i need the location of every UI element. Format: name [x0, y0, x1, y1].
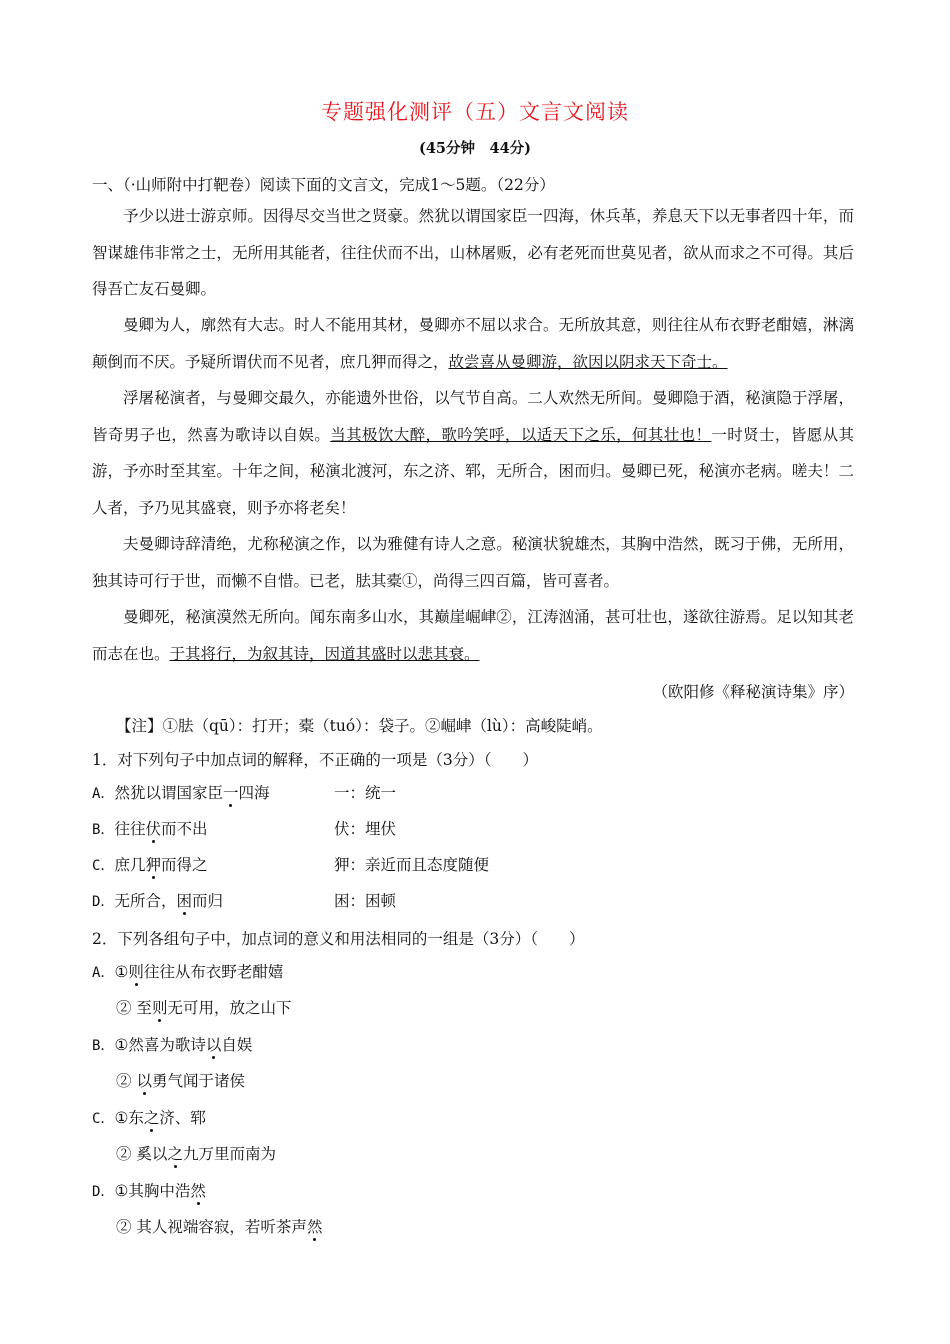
emphasis-dot-word: 则	[151, 999, 168, 1017]
emphasis-dot-word: 然	[306, 1218, 323, 1236]
emphasis-dot-word: 以	[136, 1072, 152, 1090]
q2-option-b-line-1[interactable]: B．①然喜为歌诗以自娱	[92, 1036, 253, 1054]
underlined-sentence-1: 故尝喜从曼卿游，欲因以阴求天下奇士。	[448, 352, 728, 371]
q2-option-d-line-2: ② 其人视端容寂，若听茶声然	[116, 1218, 323, 1236]
q1-option-d-gloss: 困：困顿	[334, 892, 397, 910]
question-2-stem: 2．下列各组句子中，加点词的意义和用法相同的一组是（3分）（ ）	[92, 930, 585, 948]
question-1-stem: 1．对下列句子中加点词的解释，不正确的一项是（3分）（ ）	[92, 751, 538, 769]
emphasis-dot-word: 以	[205, 1036, 222, 1054]
emphasis-dot-word: 伏	[145, 820, 161, 838]
q1-option-c[interactable]: C．庶几狎而得之	[92, 856, 208, 874]
underlined-sentence-2: 当其极饮大醉，歌吟笑呼，以适天下之乐，何其壮也！	[330, 425, 712, 444]
passage-paragraph-4: 夫曼卿诗辞清绝，尤称秘演之作，以为雅健有诗人之意。秘演状貌雄杰，其胸中浩然，既习于佛，无所用，独其诗可行于世，而懒不自惜。已老，胠其橐①，尚得三四百篇，皆可喜者。	[92, 535, 854, 590]
passage-source: （欧阳修《释秘演诗集》序）	[652, 683, 854, 701]
emphasis-dot-word: 困	[176, 892, 192, 910]
emphasis-dot-word: 则	[128, 963, 144, 981]
emphasis-dot-word: 之	[143, 1109, 160, 1127]
passage-paragraph-2: 曼卿为人，廓然有大志。时人不能用其材，曼卿亦不屈以求合。无所放其意，则往往从布衣野老酣嬉，淋漓颠倒而不厌。予疑所谓伏而不见者，庶几狎而得之，故尝喜从曼卿游，欲因以阴求天下奇士。	[92, 316, 854, 371]
passage-paragraph-1: 予少以进士游京师。因得尽交当世之贤豪。然犹以谓国家臣一四海，休兵革，养息天下以无事者四十年，而智谋雄伟非常之士，无所用其能者，往往伏而不出，山林屠贩，必有老死而世莫见者，欲从而求之不可得。其后得吾亡友石曼卿。	[92, 207, 854, 298]
passage-paragraph-5: 曼卿死，秘演漠然无所向。闻东南多山水，其巅崖崛峍②，江涛汹涌，甚可壮也，遂欲往游焉。足以知其老而志在也。于其将行，为叙其诗，因道其盛时以悲其衰。	[92, 608, 854, 663]
q1-option-b[interactable]: B．往往伏而不出	[92, 820, 208, 838]
q2-option-a-line-1[interactable]: A．①则往往从布衣野老酣嬉	[92, 963, 284, 981]
emphasis-dot-word: 狎	[145, 856, 161, 874]
q2-option-c-line-2: ② 奚以之九万里而南为	[116, 1145, 276, 1163]
passage-paragraph-3: 浮屠秘演者，与曼卿交最久，亦能遗外世俗，以气节自高。二人欢然无所间。曼卿隐于酒，秘演隐于浮屠，皆奇男子也，然喜为歌诗以自娱。当其极饮大醉，歌吟笑呼，以适天下之乐，何其壮也！一时贤士，皆愿从其游，予亦时至其室。十年之间，秘演北渡河，东之济、郓，无所合，困而归。曼卿已死，秘演亦老病。嗟夫！二人者，予乃见其盛衰，则予亦将老矣！	[92, 389, 854, 517]
section-heading: 一、（·山师附中打靶卷）阅读下面的文言文，完成1～5题。（22分）	[92, 176, 555, 194]
emphasis-dot-word: 之	[167, 1145, 183, 1163]
q2-option-d-line-1[interactable]: D．①其胸中浩然	[92, 1182, 206, 1200]
q1-option-a[interactable]: A．然犹以谓国家臣一四海	[92, 784, 270, 802]
page-title: 专题强化测评（五）文言文阅读	[321, 100, 629, 124]
underlined-sentence-3: 于其将行，为叙其诗，因道其盛时以悲其衰。	[169, 644, 480, 663]
q1-option-a-gloss: 一：统一	[334, 784, 397, 802]
q1-option-d[interactable]: D．无所合，困而归	[92, 892, 223, 910]
q2-option-b-line-2: ② 以勇气闻于诸侯	[116, 1072, 245, 1090]
page-subtitle: (45分钟 44分)	[418, 140, 532, 157]
annotation-note: 【注】①胠（qū）：打开；橐（tuó）：袋子。②崛峍（lù）：高峻陡峭。	[116, 717, 603, 735]
q1-option-b-gloss: 伏：埋伏	[334, 820, 397, 838]
q1-option-c-gloss: 狎：亲近而且态度随便	[334, 856, 490, 874]
q2-option-c-line-1[interactable]: C．①东之济、郓	[92, 1109, 206, 1127]
emphasis-dot-word: 然	[190, 1182, 206, 1200]
q2-option-a-line-2: ② 至则无可用，放之山下	[116, 999, 292, 1017]
emphasis-dot-word: 一	[222, 784, 239, 802]
